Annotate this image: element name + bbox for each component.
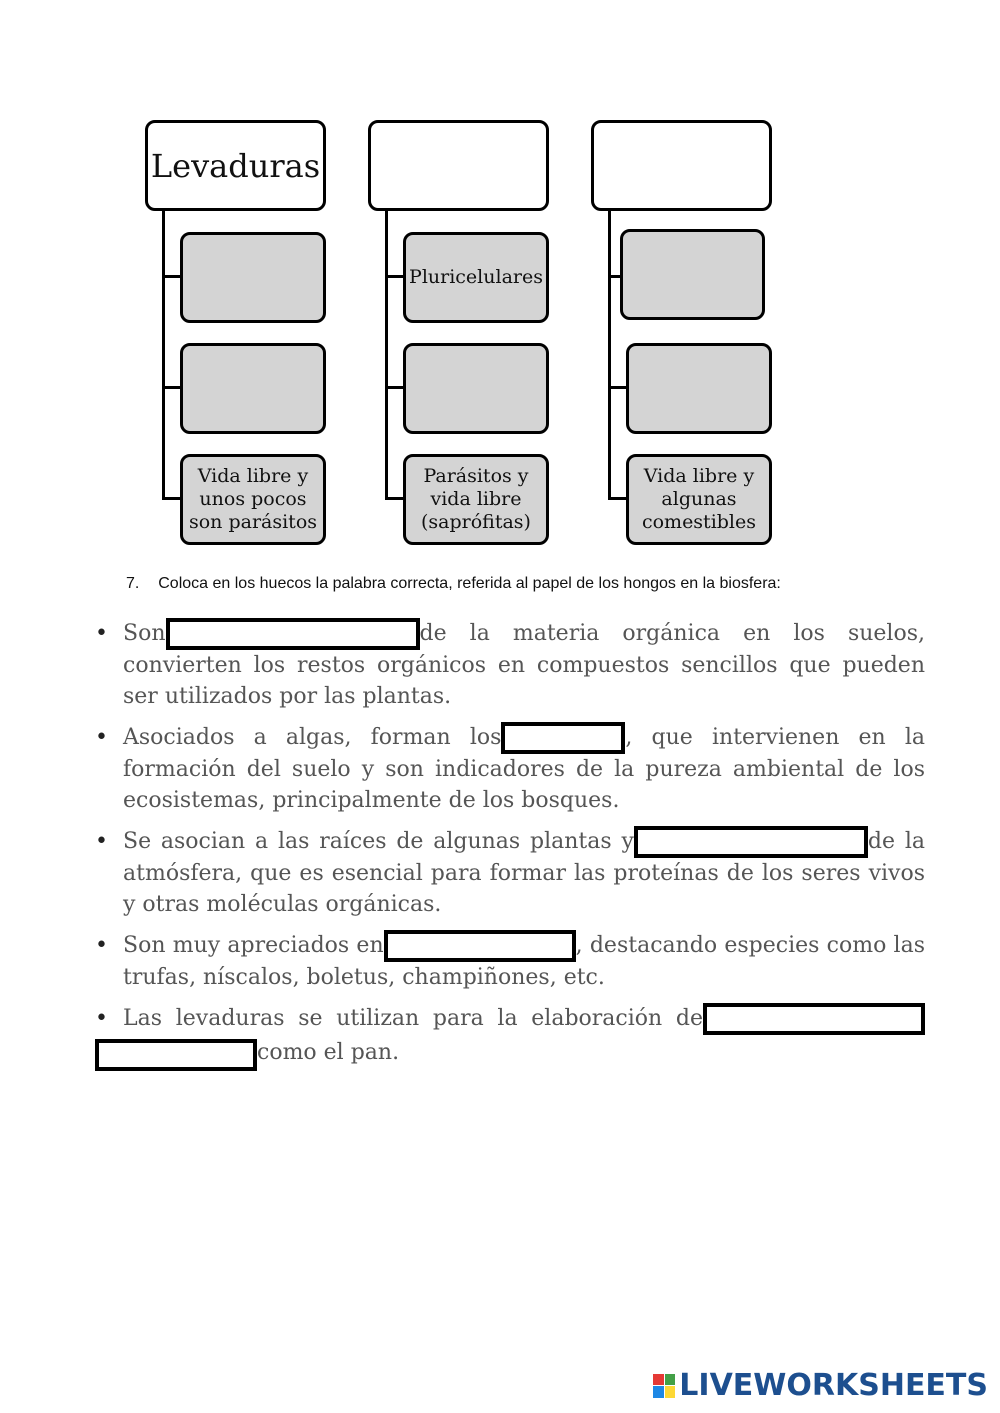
liveworksheets-logo <box>653 1368 988 1403</box>
column-3-connector <box>608 209 611 500</box>
bullet-icon: • <box>95 621 108 646</box>
list-item <box>95 826 925 920</box>
column-2-item-3 <box>403 454 549 545</box>
column-1-header-text: Levaduras <box>150 146 321 185</box>
logo-square-green <box>665 1374 676 1386</box>
column-1-branch-1 <box>162 275 182 278</box>
item-3-after: de la atmósfera, que es esencial para formar las proteínas de los seres vivos y otras moléculas orgánicas. <box>123 829 925 917</box>
fill-in-list <box>95 618 925 1081</box>
bullet-icon: • <box>95 933 108 958</box>
column-3-item-2-input[interactable] <box>626 343 772 434</box>
column-2-connector <box>385 209 388 500</box>
item-4-before: Son muy apreciados en <box>123 933 384 958</box>
column-2-branch-3 <box>385 497 405 500</box>
list-item <box>95 722 925 816</box>
bullet-icon: • <box>95 829 108 854</box>
bullet-icon: • <box>95 725 108 750</box>
column-2-header-input[interactable] <box>368 120 549 211</box>
liveworksheets-logo-icon <box>653 1374 675 1398</box>
item-3-before: Se asocian a las raíces de algunas plantas y <box>123 829 634 854</box>
column-3-item-1-input[interactable] <box>620 229 765 320</box>
item-1-after: de la materia orgánica en los suelos, convierten los restos orgánicos en compuestos sencillos que pueden ser utilizados por las plantas. <box>123 621 925 709</box>
column-1-item-2-input[interactable] <box>180 343 326 434</box>
column-2-item-2-input[interactable] <box>403 343 549 434</box>
item-2-after: , que intervienen en la formación del suelo y son indicadores de la pureza ambiental de los ecosistemas, principalmente de los bosques. <box>123 725 925 813</box>
column-1-item-1-input[interactable] <box>180 232 326 323</box>
column-1-connector <box>162 209 165 500</box>
item-2-before: Asociados a algas, forman los <box>123 725 502 750</box>
item-1-before: Son <box>123 621 166 646</box>
exercise-instruction <box>126 575 781 593</box>
column-2-item-1 <box>403 232 549 323</box>
logo-square-red <box>653 1374 664 1386</box>
logo-text: LIVEWORKSHEETS <box>679 1368 988 1403</box>
column-2-branch-1 <box>385 275 405 278</box>
column-1-item-3-text: Vida libre y unos pocos son parásitos <box>188 465 318 533</box>
column-2-item-1-text: Pluricelulares <box>409 266 543 288</box>
item-5-after: como el pan. <box>257 1040 400 1065</box>
column-2-item-3-text: Parásitos y vida libre (saprófitas) <box>421 465 531 533</box>
item-5-before: Las levaduras se utilizan para la elaboración de <box>123 1006 703 1031</box>
column-1-branch-2 <box>162 386 182 389</box>
blank-5b-input[interactable] <box>95 1039 257 1071</box>
exercise-number: 7. <box>126 575 140 592</box>
column-3-branch-3 <box>608 497 628 500</box>
exercise-instruction-text: Coloca en los huecos la palabra correcta, referida al papel de los hongos en la biosfera: <box>158 575 781 592</box>
blank-4-input[interactable] <box>384 930 576 962</box>
list-item <box>95 1003 925 1071</box>
blank-3-input[interactable] <box>634 826 868 858</box>
column-3-item-3-text: Vida libre y algunas comestibles <box>641 465 757 533</box>
blank-2-input[interactable] <box>501 722 625 754</box>
list-item <box>95 930 925 993</box>
column-3-branch-2 <box>608 386 628 389</box>
item-4-after: , destacando especies como las trufas, níscalos, boletus, champiñones, etc. <box>123 933 925 990</box>
column-2-branch-2 <box>385 386 405 389</box>
blank-1-input[interactable] <box>166 618 420 650</box>
blank-5a-input[interactable] <box>703 1003 925 1035</box>
column-3-header-input[interactable] <box>591 120 772 211</box>
logo-square-yellow <box>665 1386 676 1398</box>
column-1-item-3 <box>180 454 326 545</box>
column-1-branch-3 <box>162 497 182 500</box>
column-1-header <box>145 120 326 211</box>
bullet-icon: • <box>95 1006 108 1031</box>
logo-square-blue <box>653 1386 664 1398</box>
list-item <box>95 618 925 712</box>
column-3-item-3 <box>626 454 772 545</box>
